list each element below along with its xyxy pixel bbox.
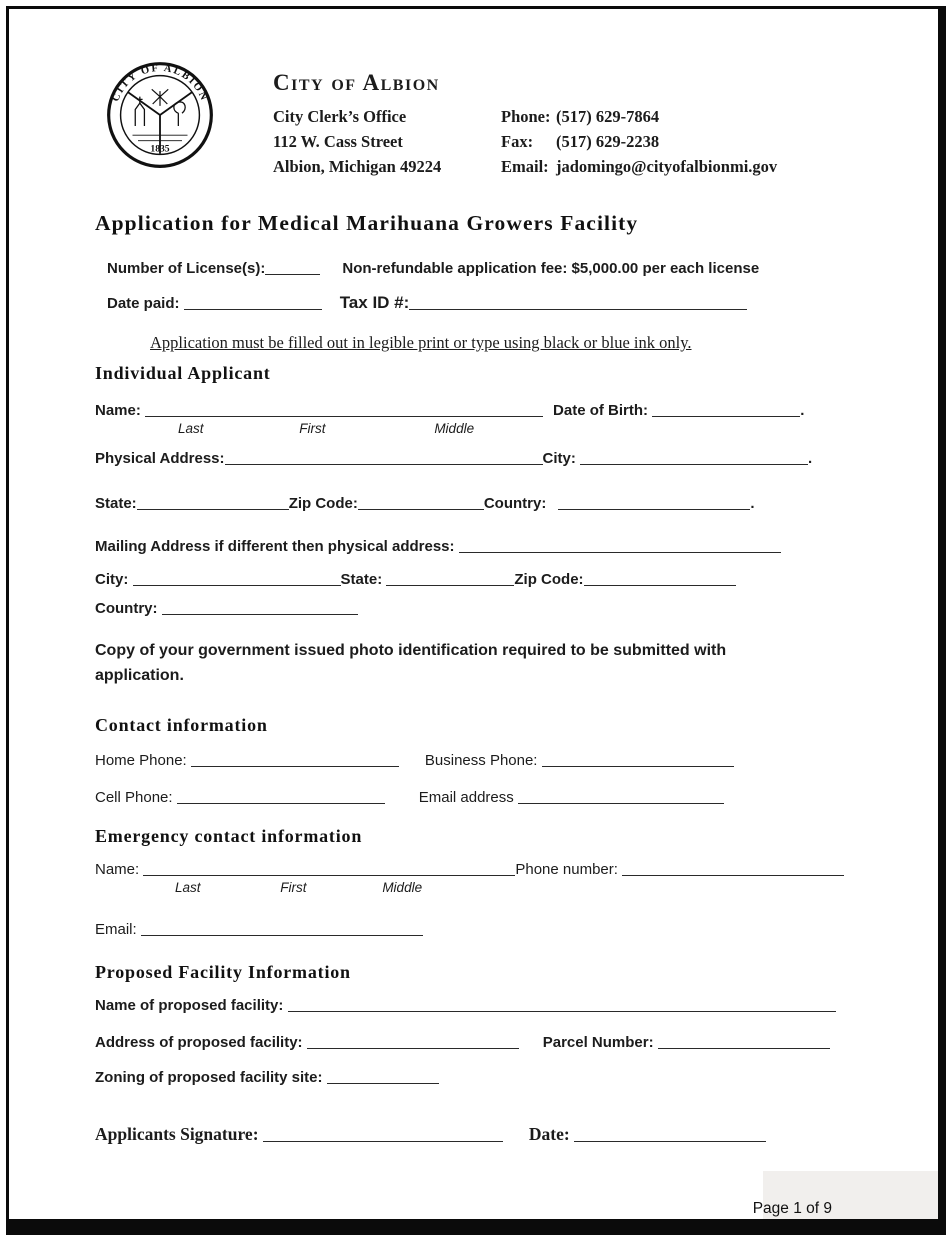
emergency-name-row	[95, 861, 887, 878]
cell-email-row	[95, 789, 887, 806]
physical-address-label: Physical Address:	[95, 450, 225, 468]
city-seal-logo	[105, 60, 215, 170]
email-address-label: Email address	[418, 788, 514, 806]
zip-blank	[358, 495, 484, 510]
emergency-name-label: Name:	[95, 860, 140, 878]
sublabel-middle: Middle	[434, 421, 475, 437]
street-address: 112 W. Cass Street	[273, 132, 403, 152]
country-blank	[558, 495, 750, 510]
signature-date-blank	[574, 1127, 766, 1142]
mailing-country-blank	[162, 600, 358, 615]
emergency-phone-label: Phone number:	[515, 860, 618, 878]
mailing-city-blank	[133, 571, 341, 586]
seal-year: 1835	[150, 143, 170, 155]
page-number: Page 1 of 9	[752, 1200, 832, 1217]
state-zip-country-row	[95, 495, 887, 512]
mailing-country-label: Country:	[95, 600, 158, 618]
section-proposed-facility: Proposed Facility Information	[95, 961, 351, 982]
emergency-email-label: Email:	[95, 920, 137, 938]
zip-label: Zip Code:	[288, 495, 358, 513]
page-title: Application for Medical Marihuana Growers Facility	[95, 211, 639, 236]
mailing-city-row	[95, 571, 887, 588]
tax-id-label: Tax ID #:	[339, 293, 410, 313]
cell-phone-blank	[177, 789, 385, 804]
phone-label: Phone:	[501, 107, 551, 126]
city-blank	[580, 450, 808, 465]
letterhead	[95, 60, 887, 179]
signature-date-label: Date:	[528, 1123, 570, 1144]
sublabel-middle: Middle	[382, 879, 423, 895]
mailing-state-label: State:	[340, 571, 383, 589]
business-phone-blank	[542, 752, 734, 767]
zoning-blank	[327, 1069, 439, 1084]
city-state-zip: Albion, Michigan 49224	[273, 157, 442, 177]
sublabel-first: First	[280, 879, 307, 895]
facility-address-label: Address of proposed facility:	[95, 1033, 303, 1051]
zoning-label: Zoning of proposed facility site:	[95, 1068, 323, 1086]
signature-blank	[263, 1127, 503, 1142]
ink-notice: Application must be filled out in legible print or type using black or blue ink only.	[150, 333, 692, 353]
application-fee-text: Non-refundable application fee: $5,000.00 per each license	[342, 260, 760, 278]
tax-id-blank	[409, 295, 747, 310]
section-emergency-contact: Emergency contact information	[95, 825, 363, 846]
office-name: City Clerk’s Office	[273, 107, 407, 126]
fax-number: (517) 629-2238	[556, 132, 660, 152]
date-paid-row	[95, 293, 887, 313]
section-contact-information: Contact information	[95, 714, 268, 735]
section-individual-applicant: Individual Applicant	[95, 363, 271, 384]
name-label: Name:	[95, 402, 141, 420]
sublabel-last: Last	[175, 879, 201, 895]
line-period: .	[800, 402, 805, 420]
line-period: .	[750, 495, 755, 513]
business-phone-label: Business Phone:	[424, 751, 538, 769]
emergency-name-sublabels	[95, 880, 887, 895]
home-phone-label: Home Phone:	[95, 751, 187, 769]
emergency-email-row	[95, 921, 887, 938]
contact-email-blank	[518, 789, 724, 804]
mailing-address-row	[95, 538, 887, 555]
cell-phone-label: Cell Phone:	[95, 788, 173, 806]
emergency-phone-blank	[622, 861, 844, 876]
mailing-city-label: City:	[95, 571, 129, 589]
letterhead-text	[273, 60, 777, 179]
physical-address-blank	[225, 450, 543, 465]
fax-label: Fax:	[501, 132, 534, 152]
dob-blank	[652, 402, 800, 417]
parcel-number-label: Parcel Number:	[542, 1033, 654, 1051]
email-label: Email:	[501, 157, 549, 177]
mailing-address-label: Mailing Address if different then physical address:	[95, 538, 455, 556]
date-paid-blank	[184, 295, 322, 310]
license-count-blank	[265, 260, 320, 275]
facility-address-blank	[307, 1034, 519, 1049]
emergency-name-blank	[143, 861, 515, 876]
name-sublabels	[95, 421, 887, 436]
fax-line	[501, 129, 777, 154]
mailing-state-blank	[386, 571, 514, 586]
license-count-label: Number of License(s):	[107, 260, 266, 278]
signature-row	[95, 1124, 887, 1145]
mailing-zip-blank	[584, 571, 736, 586]
facility-address-row	[95, 1034, 887, 1051]
mailing-country-row	[95, 600, 887, 617]
office-address-block	[273, 104, 501, 179]
phone-number: (517) 629-7864	[556, 107, 660, 126]
line-period: .	[808, 450, 813, 468]
date-paid-label: Date paid:	[107, 295, 180, 313]
name-row	[95, 402, 887, 419]
org-name: City of Albion	[273, 70, 440, 95]
sublabel-first: First	[299, 421, 326, 437]
parcel-number-blank	[658, 1034, 830, 1049]
emergency-email-blank	[141, 921, 423, 936]
facility-name-row	[95, 997, 887, 1014]
document-content	[95, 60, 887, 1145]
facility-name-blank	[288, 997, 836, 1012]
physical-address-row	[95, 450, 887, 467]
country-label: Country:	[483, 495, 547, 513]
dob-label: Date of Birth:	[553, 402, 649, 420]
mailing-address-blank	[459, 538, 781, 553]
facility-name-label: Name of proposed facility:	[95, 996, 284, 1014]
name-blank	[145, 402, 543, 417]
email-line	[501, 154, 777, 179]
state-blank	[137, 495, 289, 510]
sublabel-last: Last	[178, 421, 204, 437]
photo-id-note: Copy of your government issued photo identification required to be submitted with application.	[95, 642, 727, 685]
mailing-zip-label: Zip Code:	[514, 571, 584, 589]
city-label: City:	[542, 450, 576, 468]
facility-zoning-row	[95, 1069, 887, 1086]
home-phone-blank	[191, 752, 399, 767]
seal-arc-text: CITY OF ALBION	[110, 62, 210, 104]
state-label: State:	[95, 495, 137, 513]
email-address: jadomingo@cityofalbionmi.gov	[556, 157, 778, 177]
license-count-row	[95, 260, 887, 277]
applicant-signature-label: Applicants Signature:	[95, 1123, 259, 1144]
home-business-phone-row	[95, 752, 887, 769]
contact-block	[501, 104, 777, 179]
phone-line	[501, 104, 777, 129]
